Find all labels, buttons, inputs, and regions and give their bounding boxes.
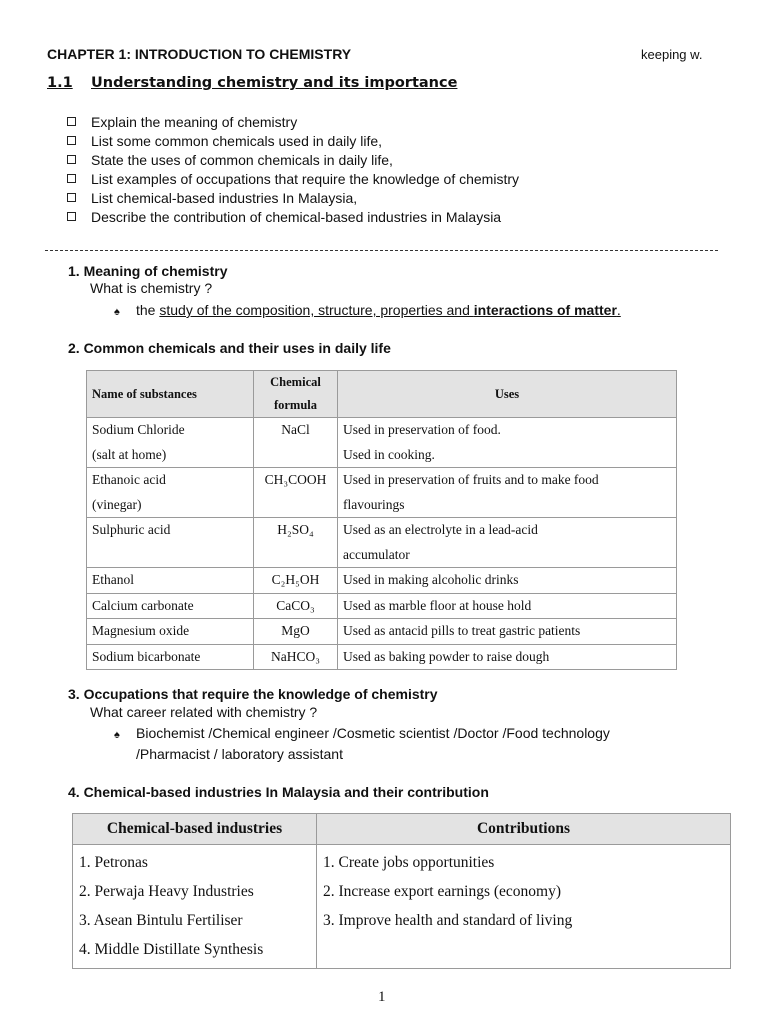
contributions-cell (317, 845, 731, 969)
author-note: keeping w. (641, 47, 703, 62)
answer-underlined: study of the composition, structure, properties and (159, 302, 474, 318)
header-contributions: Contributions (317, 814, 731, 845)
checkbox-icon (67, 193, 76, 202)
checkbox-icon (67, 212, 76, 221)
header-formula-line2: formula (273, 398, 318, 412)
header-uses: Uses (338, 371, 677, 418)
formula-cell: NaCl (254, 418, 338, 468)
objective-text: Explain the meaning of chemistry (91, 114, 298, 130)
uses-cell: Used in making alcoholic drinks (338, 568, 677, 594)
objective-item (67, 170, 519, 189)
substance-cell: Ethanol (87, 568, 254, 594)
page-number: 1 (378, 989, 386, 1005)
occupations-question: What career related with chemistry ? (90, 704, 318, 720)
list-item: 4. Middle Distillate Synthesis (79, 941, 264, 958)
occupations-line1 (114, 725, 610, 741)
answer-bold: interactions of matter (473, 302, 617, 318)
occupations-line2: /Pharmacist / laboratory assistant (136, 746, 343, 762)
objective-item (67, 151, 519, 170)
header-formula-line1: Chemical (270, 375, 321, 389)
chapter-title: CHAPTER 1: INTRODUCTION TO CHEMISTRY (47, 46, 352, 62)
table-row (87, 644, 677, 670)
occupations-heading: 3. Occupations that require the knowledge of chemistry (68, 686, 438, 702)
answer-prefix: the (136, 302, 160, 318)
objectives-list (67, 113, 519, 227)
meaning-heading: 1. Meaning of chemistry (68, 263, 228, 279)
formula-cell: C₂H₅OH (254, 568, 338, 594)
uses-cell: Used as an electrolyte in a lead-acid accumulator (338, 518, 677, 568)
dashed-divider (45, 250, 718, 251)
uses-cell: Used in preservation of fruits and to make food flavourings (338, 468, 677, 518)
substance-cell: Magnesium oxide (87, 619, 254, 645)
objective-text: List examples of occupations that require the knowledge of chemistry (91, 171, 520, 187)
objective-text: State the uses of common chemicals in daily life, (91, 152, 393, 168)
list-item: 3. Asean Bintulu Fertiliser (79, 912, 243, 929)
table-row (87, 593, 677, 619)
substance-cell: Calcium carbonate (87, 593, 254, 619)
table-row (87, 518, 677, 568)
table-header-row (73, 814, 731, 845)
table-row (87, 619, 677, 645)
list-item: 2. Increase export earnings (economy) (323, 883, 561, 900)
header-industries: Chemical-based industries (73, 814, 317, 845)
checkbox-icon (67, 155, 76, 164)
substance-cell: Sulphuric acid (87, 518, 254, 568)
table-row (87, 468, 677, 518)
spade-bullet-icon: ♠ (114, 306, 120, 318)
formula-cell: H₂SO₄ (254, 518, 338, 568)
formula-cell: MgO (254, 619, 338, 645)
meaning-answer (114, 302, 621, 318)
objective-text: Describe the contribution of chemical-based industries in Malaysia (91, 209, 502, 225)
section-number: 1.1 (47, 75, 73, 91)
objective-item (67, 208, 519, 227)
chemicals-heading: 2. Common chemicals and their uses in daily life (68, 340, 391, 356)
industries-table (72, 813, 731, 969)
uses-cell: Used as baking powder to raise dough (338, 644, 677, 670)
list-item: 1. Petronas (79, 854, 148, 871)
industries-cell (73, 845, 317, 969)
header-formula (254, 371, 338, 418)
uses-cell: Used as antacid pills to treat gastric patients (338, 619, 677, 645)
list-item: 2. Perwaja Heavy Industries (79, 883, 254, 900)
spade-bullet-icon: ♠ (114, 729, 120, 741)
chemicals-table (86, 370, 677, 670)
occupations-text: Biochemist /Chemical engineer /Cosmetic scientist /Doctor /Food technology (136, 725, 610, 741)
formula-cell: CH₃COOH (254, 468, 338, 518)
header-name: Name of substances (87, 371, 254, 418)
table-header-row (87, 371, 677, 418)
objective-item (67, 113, 519, 132)
objective-text: List chemical-based industries In Malaysia, (91, 190, 358, 206)
list-item: 3. Improve health and standard of living (323, 912, 573, 929)
substance-cell: Sodium bicarbonate (87, 644, 254, 670)
checkbox-icon (67, 117, 76, 126)
formula-cell: CaCO₃ (254, 593, 338, 619)
table-row (87, 418, 677, 468)
section-heading (47, 75, 458, 91)
checkbox-icon (67, 174, 76, 183)
list-item: 1. Create jobs opportunities (323, 854, 495, 871)
answer-period: . (616, 302, 621, 318)
industries-heading: 4. Chemical-based industries In Malaysia and their contribution (68, 784, 489, 800)
substance-cell: Sodium Chloride (salt at home) (87, 418, 254, 468)
checkbox-icon (67, 136, 76, 145)
meaning-question: What is chemistry ? (90, 280, 213, 296)
table-row (73, 845, 731, 969)
objective-item (67, 132, 519, 151)
substance-cell: Ethanoic acid (vinegar) (87, 468, 254, 518)
table-row (87, 568, 677, 594)
formula-cell: NaHCO₃ (254, 644, 338, 670)
uses-cell: Used in preservation of food. Used in cooking. (338, 418, 677, 468)
objective-text: List some common chemicals used in daily life, (91, 133, 383, 149)
objective-item (67, 189, 519, 208)
uses-cell: Used as marble floor at house hold (338, 593, 677, 619)
section-title: Understanding chemistry and its importance (91, 75, 458, 91)
